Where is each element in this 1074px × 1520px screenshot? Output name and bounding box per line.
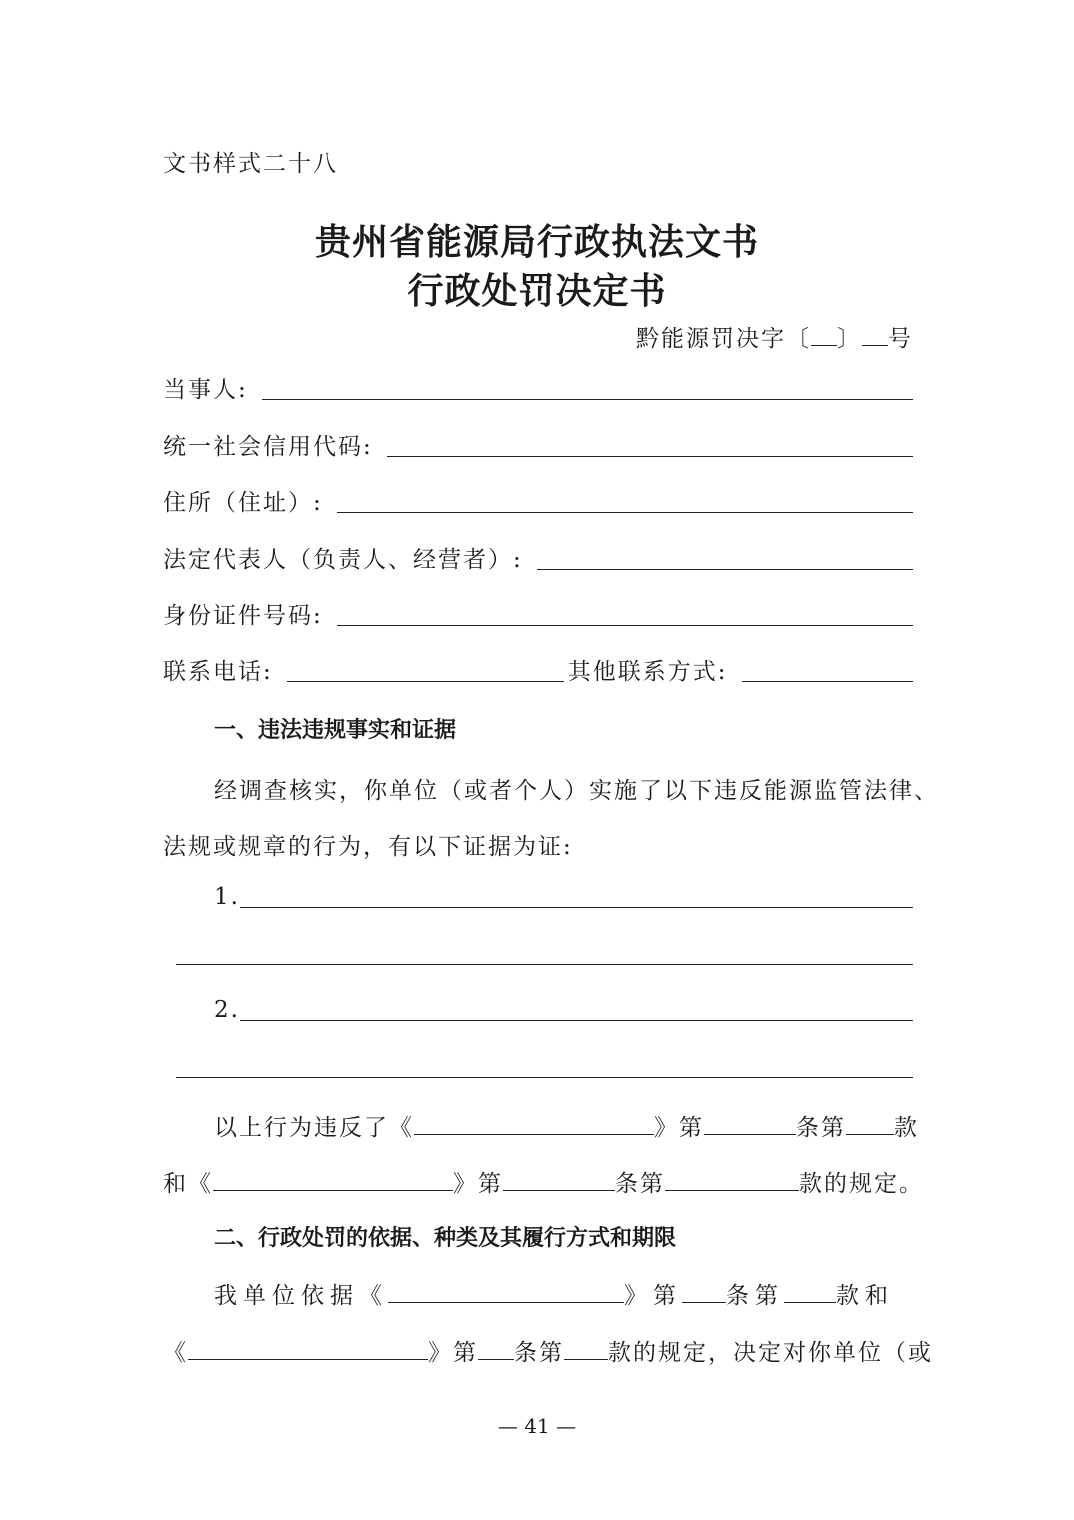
violation-text-3: 条第 [796,1115,846,1141]
basis-article-blank-1[interactable] [682,1280,726,1303]
basis-law-blank-2[interactable] [188,1337,428,1360]
basis-clause-blank-1[interactable] [784,1280,836,1303]
basis-text-4: 款和 [836,1283,894,1309]
page-number: — 41 — [497,1414,577,1438]
violated-article-blank-1[interactable] [704,1112,796,1135]
basis-text-8: 款的规定，决定对你单位（或 [608,1340,933,1366]
basis-clause-blank-2[interactable] [564,1337,608,1360]
phone-input-line[interactable] [287,659,564,682]
basis-law-blank-1[interactable] [388,1280,624,1303]
evidence-item-1-number: 1. [214,884,240,910]
violation-text-5: 和《 [163,1171,213,1197]
party-label: 当事人: [163,377,248,403]
party-input-line[interactable] [262,377,913,400]
address-label: 住所（住址）: [163,490,323,516]
violated-clause-blank-1[interactable] [846,1112,894,1135]
credit-code-label: 统一社会信用代码: [163,434,373,460]
legal-rep-label: 法定代表人（负责人、经营者）: [163,547,523,573]
violated-article-blank-2[interactable] [503,1168,615,1191]
violation-text-2: 》第 [654,1115,704,1141]
other-contact-label: 其他联系方式: [567,659,728,685]
basis-text-7: 条第 [514,1340,564,1366]
violation-line2 [163,1165,924,1198]
violated-clause-blank-2[interactable] [665,1168,799,1191]
address-field [163,483,913,517]
credit-code-field [163,427,913,461]
phone-label: 联系电话: [163,659,273,685]
violation-text-4: 款 [894,1115,919,1141]
credit-code-input-line[interactable] [387,434,913,457]
violation-text-6: 》第 [453,1171,503,1197]
doc-style-label: 文书样式二十八 [163,151,338,177]
id-number-field [163,596,913,630]
basis-article-blank-2[interactable] [478,1337,514,1360]
address-input-line[interactable] [337,490,913,513]
basis-line2 [163,1334,933,1367]
doc-number-serial-blank[interactable] [862,323,888,346]
doc-number-year-blank[interactable] [811,323,837,346]
basis-text-2: 》第 [624,1283,682,1309]
legal-rep-input-line[interactable] [537,547,913,570]
evidence-item-1-continuation-line[interactable] [176,964,913,965]
contact-field [163,652,913,686]
evidence-item-2-line[interactable] [240,1020,913,1021]
document-number [636,320,913,353]
evidence-item-1-line[interactable] [240,907,913,908]
section2-heading: 二、行政处罚的依据、种类及其履行方式和期限 [214,1226,677,1251]
doc-number-mid: 〕 [837,326,862,352]
id-number-label: 身份证件号码: [163,603,323,629]
violation-line1 [214,1109,919,1142]
evidence-item-2-continuation-line[interactable] [176,1077,913,1078]
id-number-input-line[interactable] [337,603,913,626]
party-field [163,370,913,404]
document-title-line1: 贵州省能源局行政执法文书 [314,221,759,263]
section1-paragraph-line1: 经调查核实，你单位（或者个人）实施了以下违反能源监管法律、 [214,778,939,804]
doc-number-suffix: 号 [888,326,913,352]
other-contact-input-line[interactable] [742,659,914,682]
section1-heading: 一、违法违规事实和证据 [214,718,457,743]
basis-text-1: 我单位依据《 [214,1283,388,1309]
violation-text-7: 条第 [615,1171,665,1197]
violation-text-1: 以上行为违反了《 [214,1115,414,1141]
basis-text-5: 《 [163,1340,188,1366]
violation-text-8: 款的规定。 [799,1171,924,1197]
legal-rep-field [163,540,913,574]
basis-text-3: 条第 [726,1283,784,1309]
doc-number-prefix: 黔能源罚决字〔 [636,326,811,352]
basis-line1 [214,1277,894,1310]
evidence-item-2-number: 2. [214,997,240,1023]
violated-law-blank-2[interactable] [213,1168,453,1191]
basis-text-6: 》第 [428,1340,478,1366]
section1-paragraph-line2: 法规或规章的行为，有以下证据为证: [163,834,573,860]
violated-law-blank-1[interactable] [414,1112,654,1135]
document-title-line2: 行政处罚决定书 [407,270,667,312]
